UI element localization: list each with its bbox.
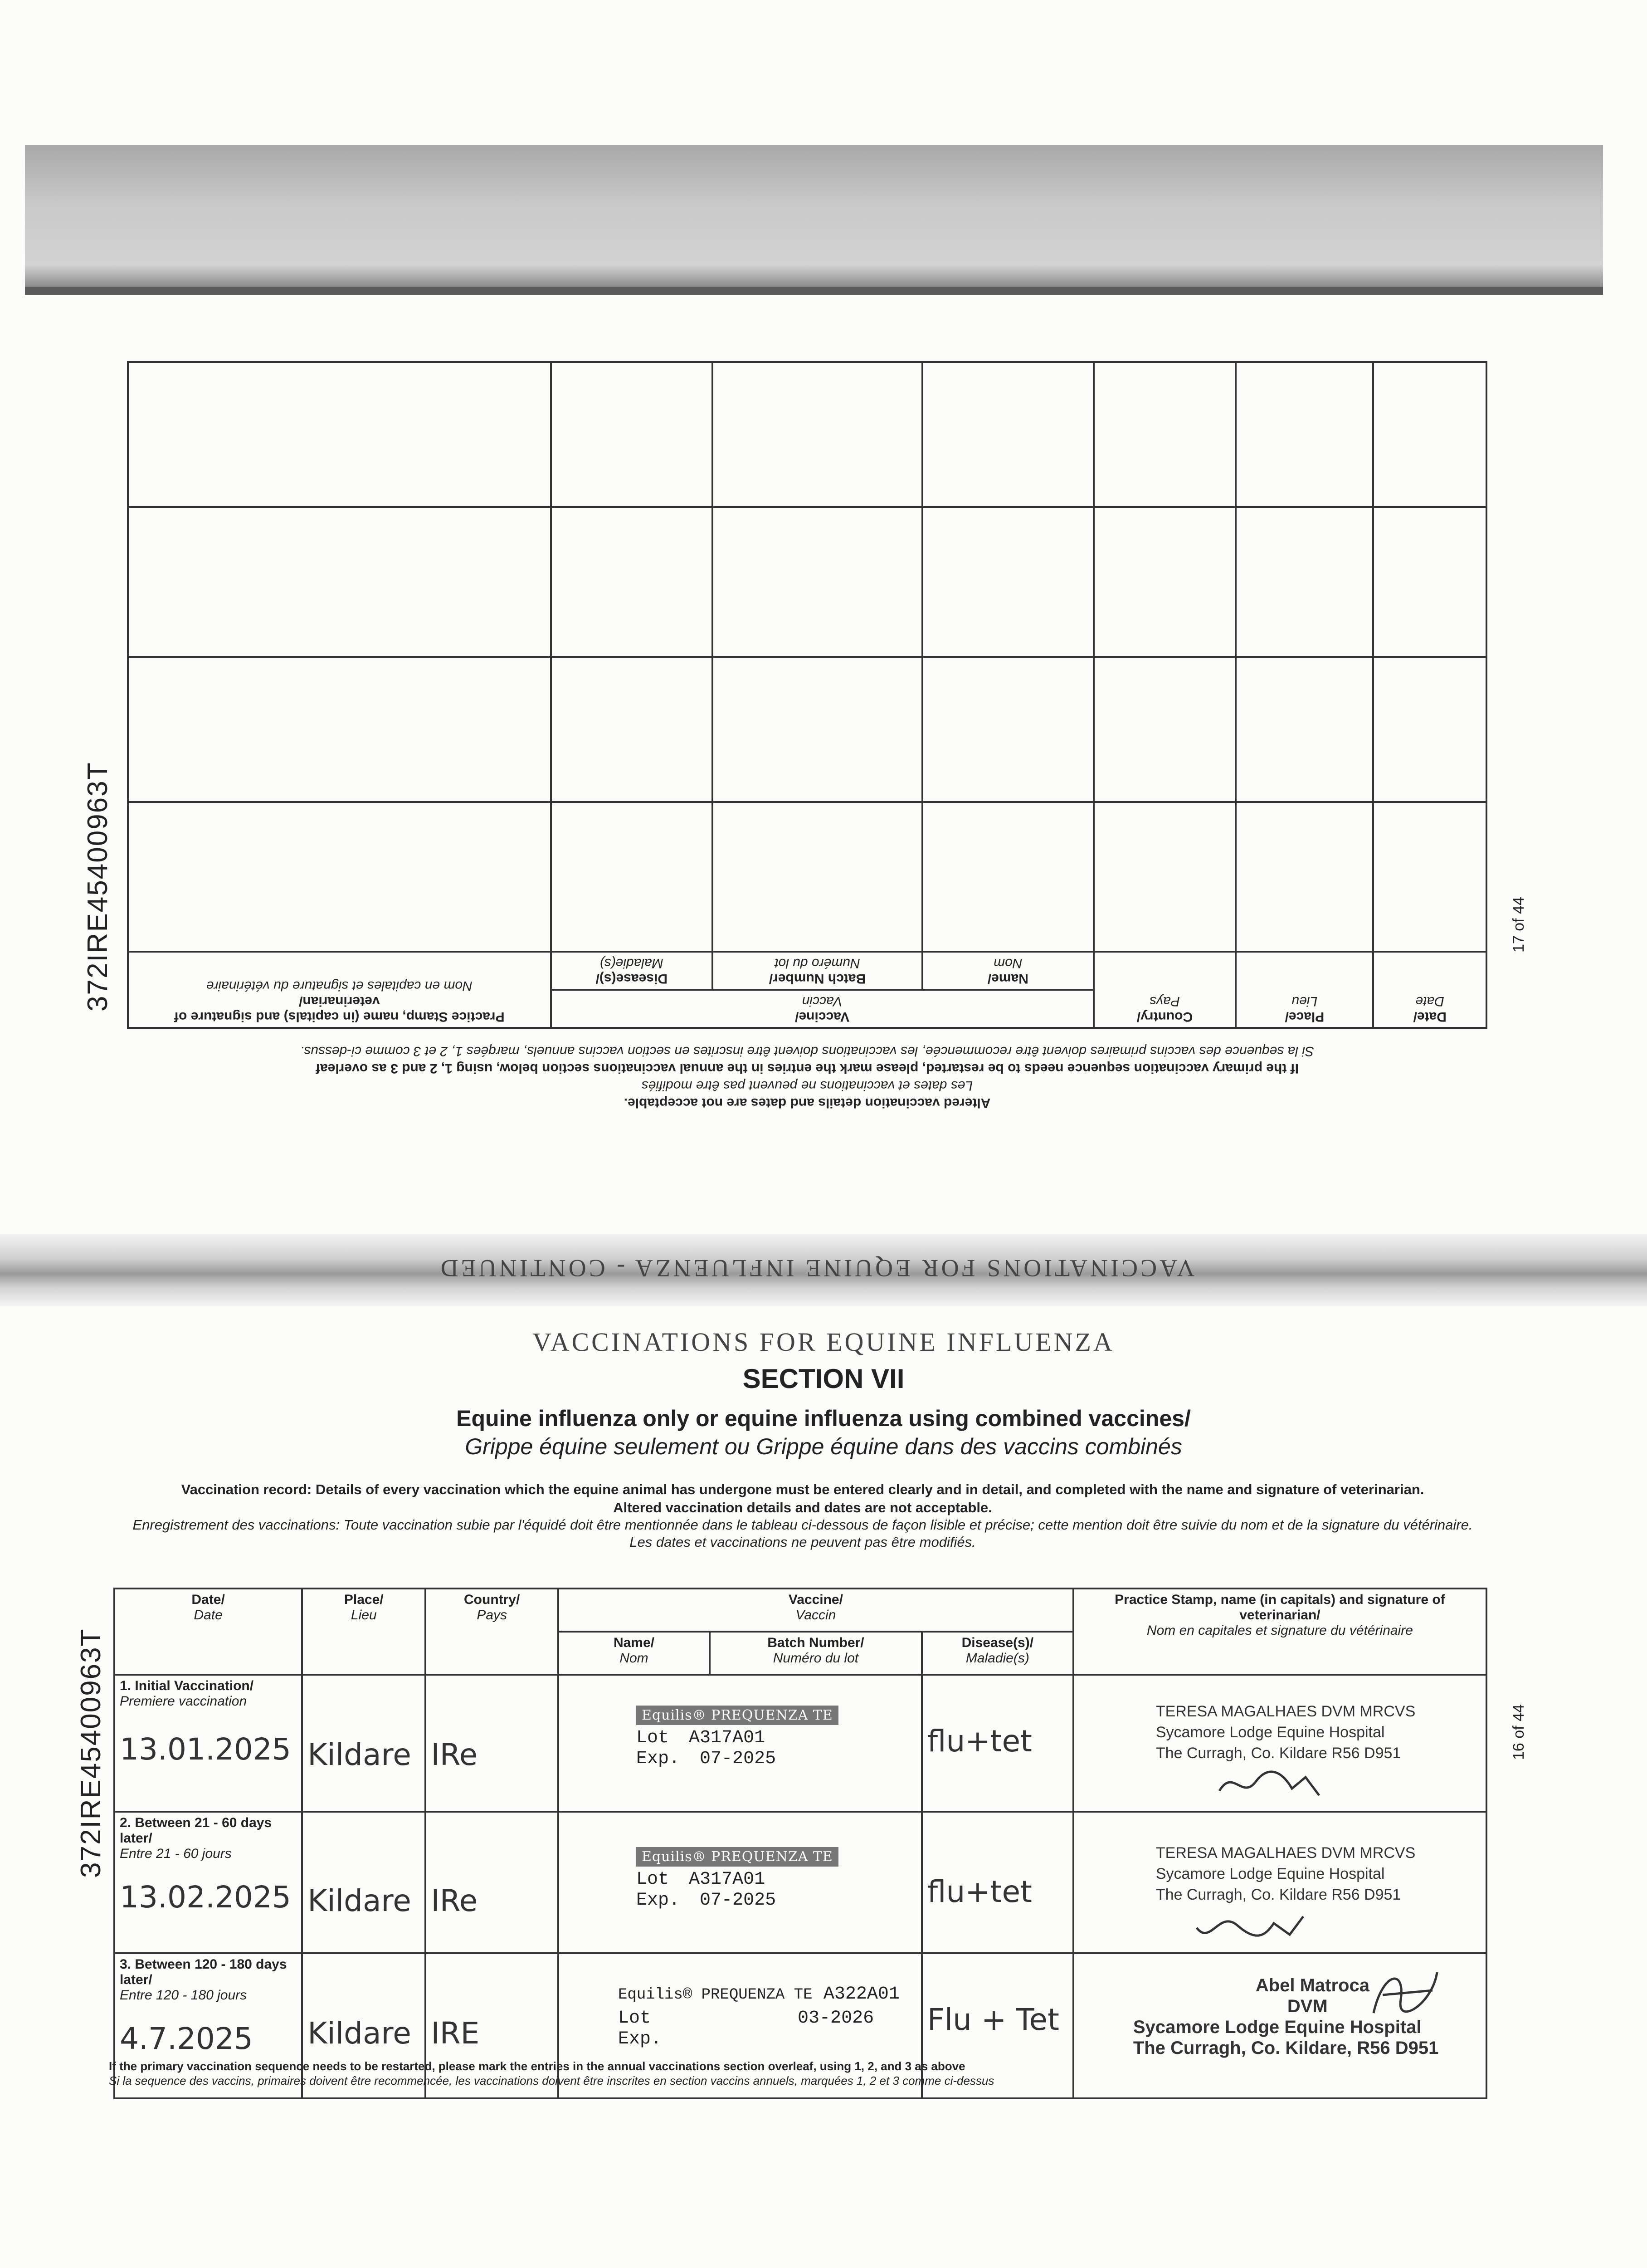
- vet-title: DVM: [1287, 1996, 1328, 2016]
- record-note-en: Vaccination record: Details of every vaccination which the equine animal has undergone must be entered clearly and in detail, and completed with the name and signature of veterinarian.: [181, 1481, 1424, 1497]
- clinic-address: The Curragh, Co. Kildare R56 D951: [1155, 1745, 1401, 1762]
- vaccine-sticker: Equilis® PREQUENZA TE: [636, 1847, 838, 1867]
- header-date: Date/ Date: [114, 1589, 302, 1675]
- header-date: Date/ Date: [1373, 952, 1486, 1028]
- table-row: [128, 802, 1486, 952]
- expiry-date: 03-2026: [798, 2008, 874, 2028]
- lot-label: Lot: [636, 1728, 669, 1748]
- altered-note: Altered vaccination details and dates are not acceptable.: [624, 1095, 991, 1110]
- expiry-date: 07-2025: [700, 1749, 776, 1769]
- header-vaccine: Vaccine/ Vaccin: [551, 990, 1094, 1028]
- expiry-date: 07-2025: [700, 1890, 776, 1911]
- exp-label: Exp.: [618, 2029, 662, 2049]
- header-place: Place/ Lieu: [302, 1589, 425, 1675]
- clinic-name: Sycamore Lodge Equine Hospital: [1155, 1865, 1385, 1882]
- record-note-fr: Enregistrement des vaccinations: Toute vaccination subie par l'équidé doit être mentionnée dans le tableau ci-dessous de façon lisible et précise; cette mention doit être suivie du nom et de la signature du vétérinaire. Les dates et vaccinations ne peuvent pas être modifiés.: [132, 1517, 1473, 1550]
- footer-note-fr: Si la sequence des vaccins, primaires doivent être recommencée, les vaccinations doivent être inscrites en section vaccins annuels, marquées 1, 2 et 3 comme ci-dessus: [109, 2074, 994, 2087]
- vaccination-country: IRe: [431, 1737, 478, 1772]
- date-cell: [114, 1812, 302, 1953]
- table-row: [114, 1812, 1486, 1953]
- vaccination-country: IRE: [431, 2016, 480, 2051]
- document-id-bottom: 372IRE45400963T: [75, 1628, 107, 1878]
- header-country: Country/ Pays: [1094, 952, 1236, 1028]
- vet-name: TERESA MAGALHAES DVM MRCVS: [1155, 1844, 1416, 1862]
- batch-number: A317A01: [689, 1728, 765, 1748]
- header-batch: Batch Number/ Numéro du lot: [710, 1632, 922, 1675]
- header-disease: Disease(s)/ Maladie(s): [551, 952, 712, 990]
- vaccination-place: Kildare: [307, 2016, 411, 2051]
- vaccine-sticker-cell: [558, 1812, 922, 1953]
- header-vaccine: Vaccine/ Vaccin: [558, 1589, 1073, 1632]
- header-batch: Batch Number/ Numéro du lot: [712, 952, 922, 990]
- vaccine-sticker: Equilis® PREQUENZA TE: [618, 1986, 813, 2004]
- vet-signature: [1192, 1905, 1328, 1946]
- section-number: SECTION VII: [742, 1364, 905, 1394]
- page-number-top: 17 of 44: [1510, 897, 1527, 953]
- header-name: Name/ Nom: [558, 1632, 710, 1675]
- header-stamp: Practice Stamp, name (in capitals) and signature of veterinarian/ Nom en capitales et signature du vétérinaire: [1073, 1589, 1486, 1675]
- table-row: [128, 507, 1486, 657]
- vet-signature: [1215, 1764, 1351, 1804]
- clinic-address: The Curragh, Co. Kildare R56 D951: [1155, 1886, 1401, 1903]
- subtitle-fr: Grippe équine seulement ou Grippe équine dans des vaccins combinés: [465, 1434, 1182, 1459]
- lot-label: Lot: [636, 1869, 669, 1890]
- table-row: [128, 362, 1486, 507]
- lot-label: Lot: [618, 2008, 651, 2028]
- restart-note-fr: Si la sequence des vaccins primaires doivent être recommencée, les vaccinations doivent être inscrites en section vaccins annuels, marqées 1, 2 et 3 comme ci-dessus.: [300, 1044, 1315, 1059]
- place-cell: [302, 1675, 425, 1812]
- vaccination-place: Kildare: [307, 1883, 411, 1918]
- vaccination-table: [113, 1588, 1487, 2099]
- header-disease: Disease(s)/ Maladie(s): [922, 1632, 1073, 1675]
- subtitle-en: Equine influenza only or equine influenza using combined vaccines/: [456, 1406, 1191, 1431]
- section-title: VACCINATIONS FOR EQUINE INFLUENZA: [532, 1327, 1115, 1357]
- clinic-name: Sycamore Lodge Equine Hospital: [1155, 1724, 1385, 1741]
- vet-name: Abel Matroca: [1255, 1975, 1369, 1995]
- vaccination-date: 4.7.2025: [120, 2021, 253, 2056]
- disease-cell: [922, 1812, 1073, 1953]
- document-id-top: 372IRE45400963T: [82, 762, 113, 1012]
- country-cell: [425, 1812, 558, 1953]
- upper-notes: [195, 1042, 1419, 1111]
- header-name: Name/ Nom: [922, 952, 1094, 990]
- date-cell: [114, 1675, 302, 1812]
- disease-entry: flu+tet: [927, 1874, 1032, 1909]
- restart-note: If the primary vaccination sequence needs to be restarted, please mark the entries in the annual vaccinations section below, using 1, 2 and 3 as overleaf: [316, 1061, 1299, 1076]
- table-row: [114, 1675, 1486, 1812]
- upper-vaccination-table: [127, 361, 1487, 1029]
- disease-cell: [922, 1675, 1073, 1812]
- header-country: Country/ Pays: [425, 1589, 558, 1675]
- vaccination-date: 13.02.2025: [120, 1880, 291, 1915]
- clinic-address: The Curragh, Co. Kildare, R56 D951: [1133, 2038, 1439, 2058]
- country-cell: [425, 1675, 558, 1812]
- header-place: Place/ Lieu: [1236, 952, 1373, 1028]
- vet-name: TERESA MAGALHAES DVM MRCVS: [1155, 1703, 1416, 1720]
- vaccination-place: Kildare: [307, 1737, 411, 1772]
- scan-shadow: [25, 145, 1603, 295]
- footer-note-en: If the primary vaccination sequence needs to be restarted, please mark the entries in the annual vaccinations section overleaf, using 1, 2, and 3 as above: [109, 2059, 965, 2073]
- upper-page-inverted: [127, 408, 1487, 1125]
- disease-entry: Flu + Tet: [927, 2002, 1059, 2037]
- header-stamp: Practice Stamp, name (in capitals) and signature of veterinarian/ Nom en capitales et signature du vétérinaire: [128, 952, 551, 1028]
- row-label: 3. Between 120 - 180 days later/ Entre 120 - 180 jours: [120, 1957, 287, 2003]
- vaccination-country: IRe: [431, 1883, 478, 1918]
- batch-number: A322A01: [823, 1984, 900, 2004]
- exp-label: Exp.: [636, 1890, 680, 1911]
- continued-banner: VACCINATIONS FOR EQUINE INFLUENZA - CONTINUED: [438, 1255, 1195, 1282]
- clinic-name: Sycamore Lodge Equine Hospital: [1133, 2017, 1422, 2037]
- place-cell: [302, 1812, 425, 1953]
- row-label: 1. Initial Vaccination/ Premiere vaccination: [120, 1678, 254, 1709]
- altered-note-fr: Les dates et vaccinations ne peuvent pas être modifiés: [641, 1078, 973, 1093]
- vaccine-sticker: Equilis® PREQUENZA TE: [636, 1706, 838, 1725]
- stamp-cell: [1073, 1675, 1486, 1812]
- vaccine-sticker-cell: [558, 1675, 922, 1812]
- disease-entry: flu+tet: [927, 1724, 1032, 1759]
- vaccination-date: 13.01.2025: [120, 1732, 291, 1767]
- batch-number: A317A01: [689, 1869, 765, 1890]
- page-number-bottom: 16 of 44: [1510, 1704, 1527, 1760]
- row-label: 2. Between 21 - 60 days later/ Entre 21 - 60 jours: [120, 1815, 272, 1861]
- table-row: [128, 657, 1486, 802]
- exp-label: Exp.: [636, 1749, 680, 1769]
- altered-note-en: Altered vaccination details and dates are not acceptable.: [613, 1500, 992, 1515]
- vet-signature: [1364, 1963, 1446, 2031]
- stamp-cell: [1073, 1812, 1486, 1953]
